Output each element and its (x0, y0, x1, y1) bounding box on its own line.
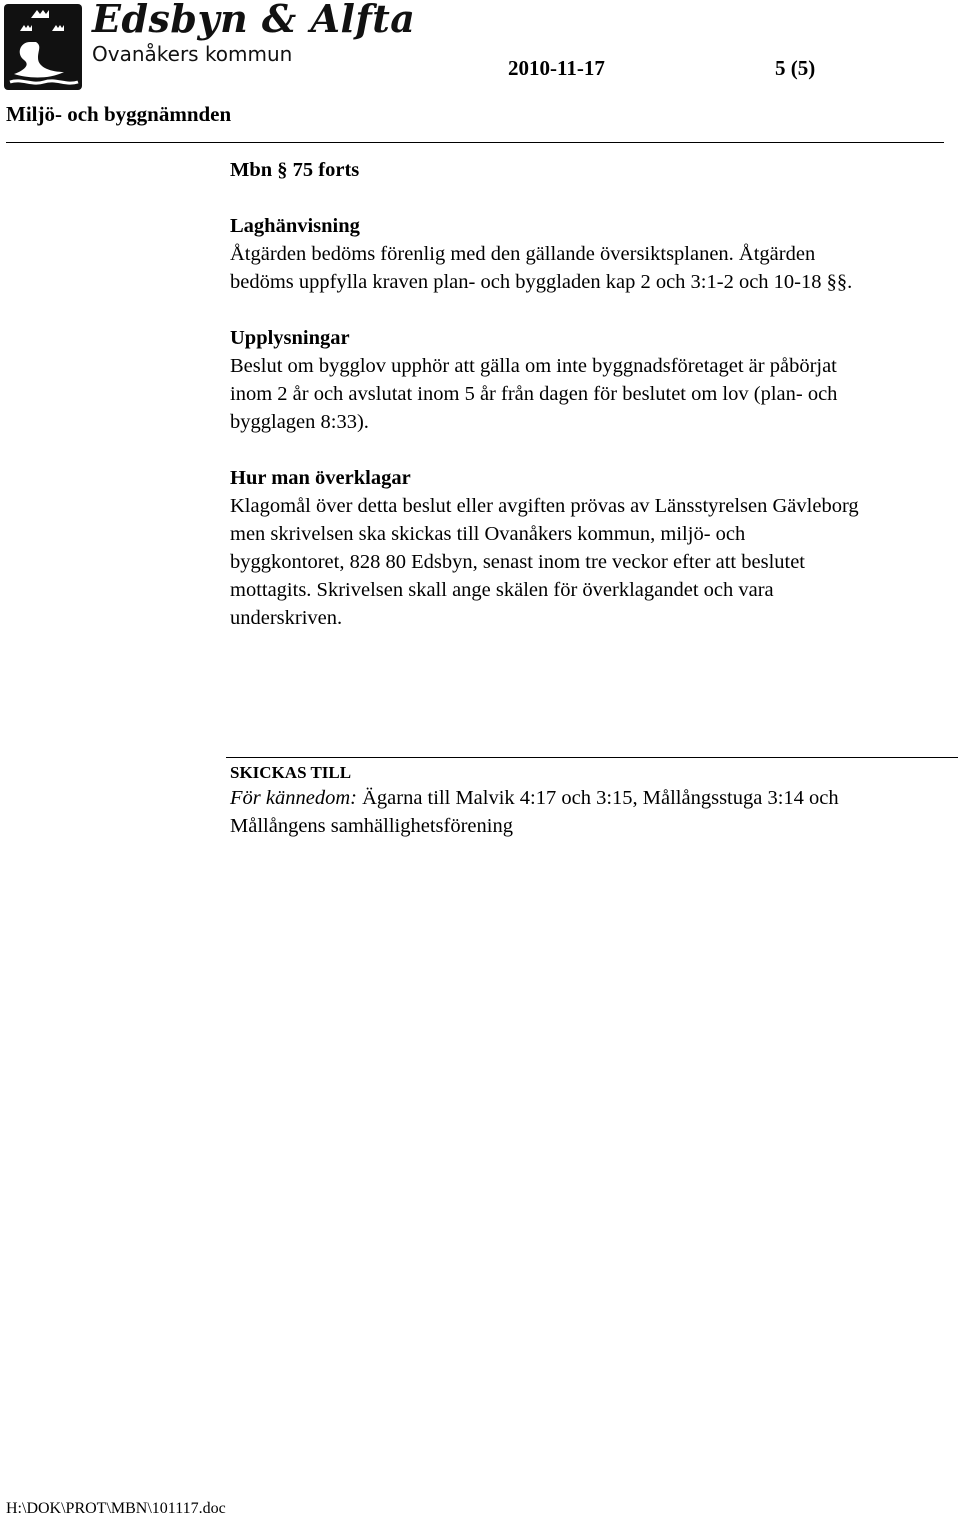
header-divider (6, 142, 944, 143)
paragraph-line: bygglagen 8:33). (230, 411, 369, 433)
section-reference: Mbn § 75 forts (230, 159, 360, 181)
paragraph-line: men skrivelsen ska skickas till Ovanåkers kommun, miljö- och (230, 523, 746, 545)
page-number: 5 (5) (775, 56, 816, 80)
paragraph-line: byggkontoret, 828 80 Edsbyn, senast inom tre veckor efter att beslutet (230, 551, 806, 573)
paragraph-overklagande (230, 464, 950, 632)
file-path: H:\DOK\PROT\MBN\101117.doc (6, 1500, 226, 1517)
department-name: Miljö- och byggnämnden (6, 102, 232, 126)
spacer (230, 184, 950, 212)
paragraph-line: Beslut om bygglov upphör att gälla om inte byggnadsföretaget är påbörjat (230, 355, 837, 377)
document-body (230, 156, 950, 632)
paragraph-line: inom 2 år och avslutat inom 5 år från dagen för beslutet om lov (plan- och (230, 383, 838, 405)
paragraph-upplysningar (230, 324, 950, 436)
swan-crown-emblem-icon (2, 2, 86, 94)
send-to-label: För kännedom: (230, 787, 357, 809)
send-to-title: SKICKAS TILL (230, 763, 352, 782)
send-to-line: Mållångens samhällighetsförening (230, 815, 513, 837)
paragraph-line: Åtgärden bedöms förenlig med den gällande översiktsplanen. Åtgärden (230, 243, 816, 265)
paragraph-title: Hur man överklagar (230, 467, 411, 489)
brand-name: Edsbyn & Alfta (92, 0, 416, 41)
municipality-logo (2, 0, 416, 94)
send-to-section (230, 762, 950, 840)
paragraph-line: Klagomål över detta beslut eller avgiften prövas av Länsstyrelsen Gävleborg (230, 495, 859, 517)
send-to-line (230, 784, 950, 812)
paragraph-line: mottagits. Skrivelsen skall ange skälen för överklagandet och vara (230, 579, 774, 601)
paragraph-line: underskriven. (230, 607, 343, 629)
spacer (230, 436, 950, 464)
send-to-recipients: Ägarna till Malvik 4:17 och 3:15, Mållångsstuga 3:14 och (356, 787, 839, 809)
paragraph-title: Upplysningar (230, 327, 350, 349)
spacer (230, 296, 950, 324)
brand-subtitle: Ovanåkers kommun (92, 42, 293, 66)
document-date: 2010-11-17 (508, 56, 605, 80)
paragraph-laghanvisning (230, 212, 950, 296)
paragraph-title: Laghänvisning (230, 215, 360, 237)
paragraph-line: bedöms uppfylla kraven plan- och byggladen kap 2 och 3:1-2 och 10-18 §§. (230, 271, 853, 293)
send-to-divider (226, 757, 958, 758)
